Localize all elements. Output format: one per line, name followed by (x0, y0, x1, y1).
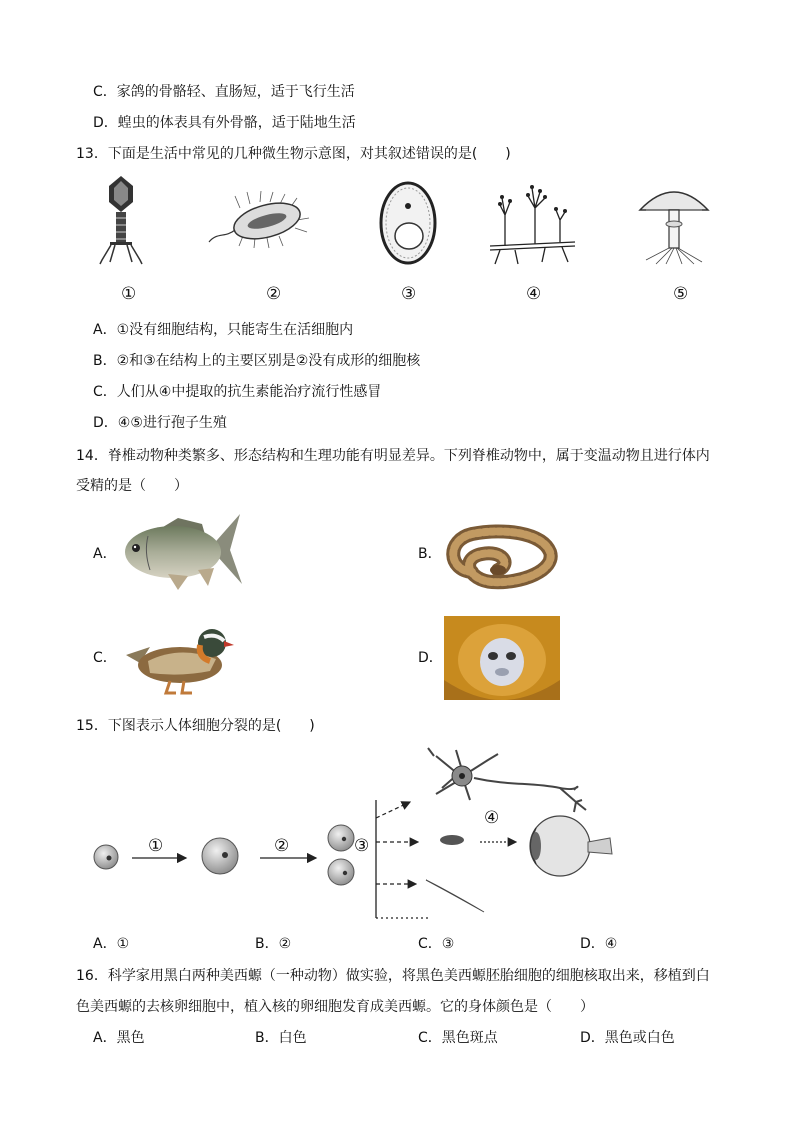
q14-option-b: B． (418, 546, 442, 562)
q16-stem-line1: 16．科学家用黑白两种美西螈（一种动物）做实验，将黑色美西螈胚胎细胞的细胞核取出来，移植到白 (76, 968, 710, 984)
q14-stem-line1: 14．脊椎动物种类繁多、形态结构和生理功能有明显差异。下列脊椎动物中，属于变温动物且进行体内 (76, 448, 710, 464)
q16-stem-line2: 色美西螈的去核卵细胞中，植入核的卵细胞发育成美西螈。它的身体颜色是（ ） (76, 999, 594, 1015)
carp-fish-image (118, 510, 244, 592)
diagram-label-1: ① (148, 836, 164, 856)
diagram-label-2: ② (274, 836, 290, 856)
neuron-image (428, 748, 586, 812)
q15-option-b: B．② (255, 936, 292, 952)
bacteriophage-image (96, 172, 146, 268)
q13-label-1: ① (121, 284, 137, 304)
q14-stem-line2: 受精的是（ ） (76, 478, 188, 494)
q14-option-a: A． (93, 546, 117, 562)
mushroom-image (636, 180, 712, 266)
golden-monkey-image (444, 616, 560, 700)
q16-option-d: D．黑色或白色 (580, 1030, 675, 1046)
diagram-label-4: ④ (484, 808, 500, 828)
mandarin-duck-image (120, 615, 236, 697)
q13-option-a: A．①没有细胞结构，只能寄生在活细胞内 (93, 322, 354, 338)
q16-option-a: A．黑色 (93, 1030, 145, 1046)
q15-option-a: A．① (93, 936, 130, 952)
snake-image (442, 512, 562, 592)
q13-option-b: B．②和③在结构上的主要区别是②没有成形的细胞核 (93, 353, 421, 369)
diagram-label-3: ③ (354, 836, 370, 856)
q13-label-3: ③ (401, 284, 417, 304)
q14-option-c: C． (93, 650, 117, 666)
q13-label-4: ④ (526, 284, 542, 304)
q15-option-c: C．③ (418, 936, 455, 952)
q12-option-d: D．蝗虫的体表具有外骨骼，适于陆地生活 (93, 115, 356, 131)
q13-label-2: ② (266, 284, 282, 304)
penicillium-image (490, 180, 580, 266)
q13-label-5: ⑤ (673, 284, 689, 304)
q13-option-d: D．④⑤进行孢子生殖 (93, 415, 227, 431)
q15-stem: 15．下图表示人体细胞分裂的是( ) (76, 718, 315, 734)
q16-option-b: B．白色 (255, 1030, 307, 1046)
q12-option-c: C．家鸽的骨骼轻、直肠短，适于飞行生活 (93, 84, 355, 100)
q13-option-c: C．人们从④中提取的抗生素能治疗流行性感冒 (93, 384, 382, 400)
eye-image (530, 816, 612, 876)
red-blood-cell-image (440, 835, 464, 845)
bacterium-image (205, 190, 315, 258)
yeast-cell-image (378, 178, 438, 268)
q15-option-d: D．④ (580, 936, 618, 952)
q14-option-d: D． (418, 650, 443, 666)
muscle-cell-image (426, 880, 484, 912)
q13-stem: 13．下面是生活中常见的几种微生物示意图，对其叙述错误的是( ) (76, 146, 511, 162)
q16-option-c: C．黑色斑点 (418, 1030, 498, 1046)
